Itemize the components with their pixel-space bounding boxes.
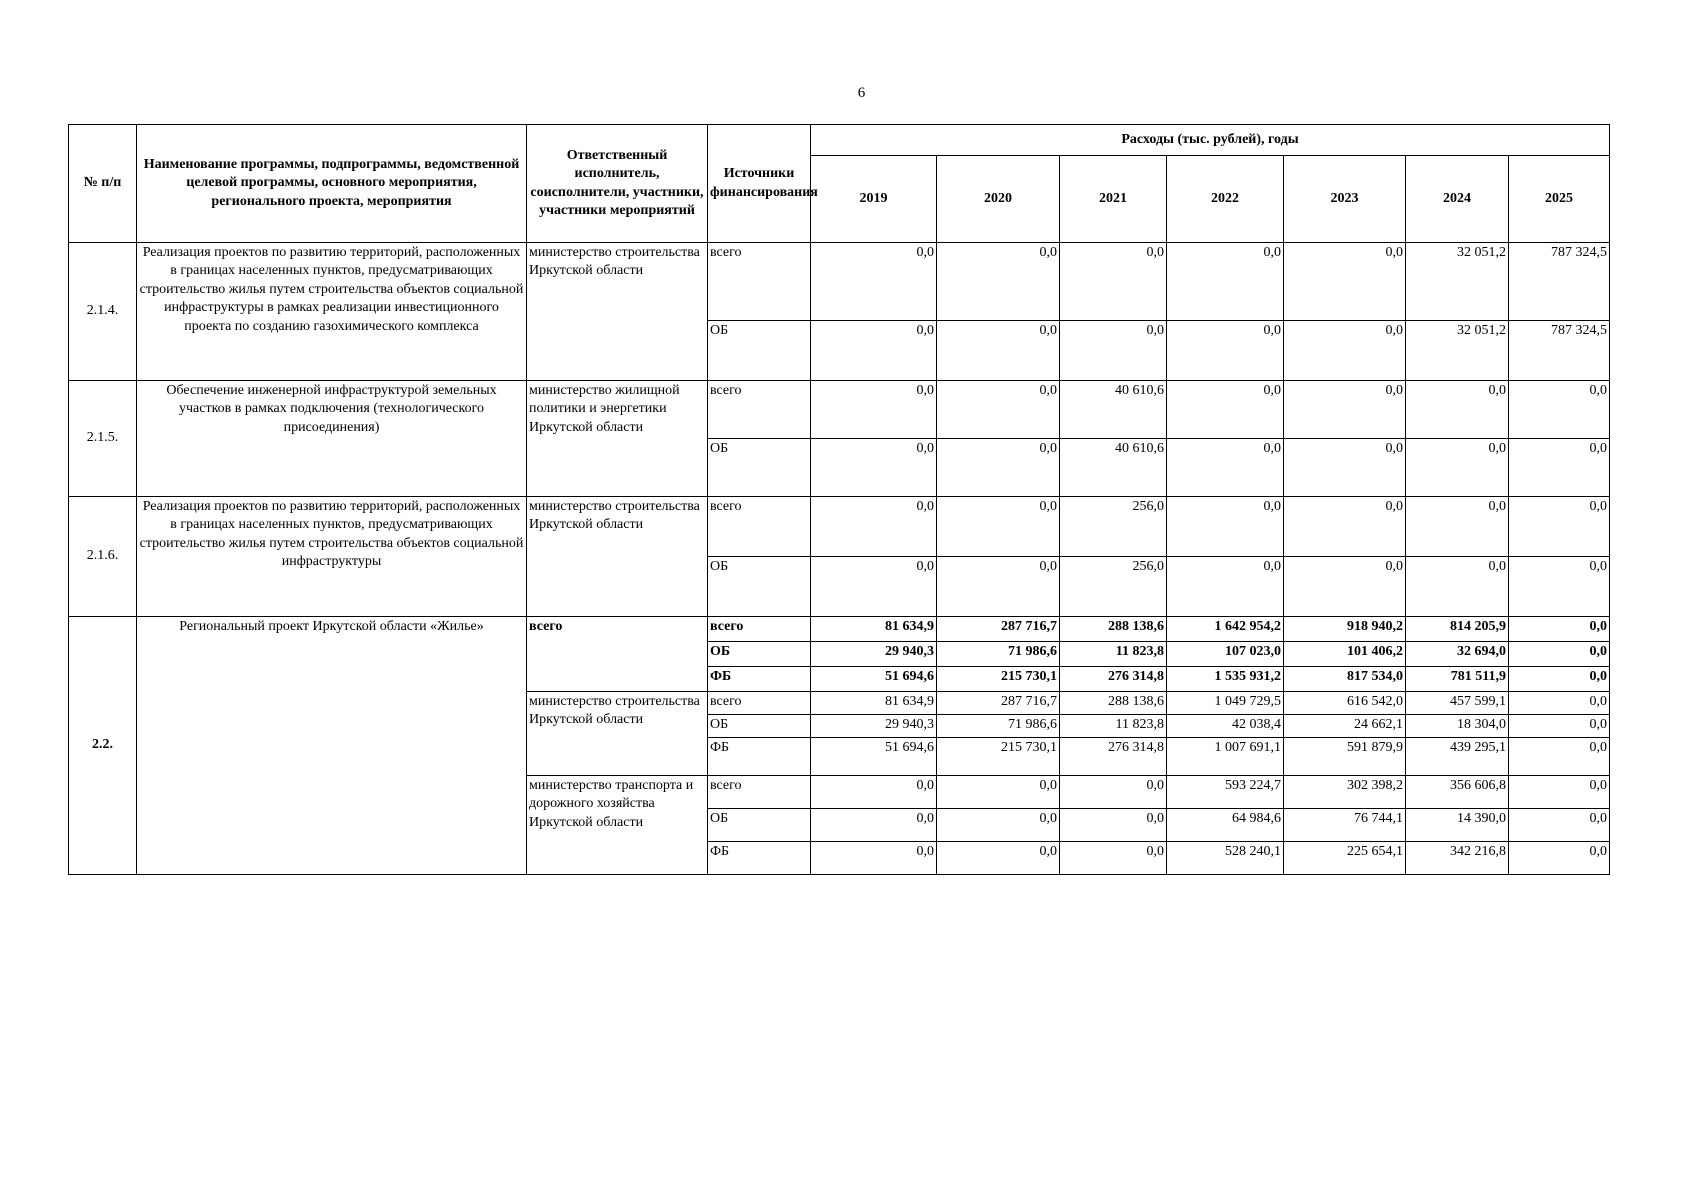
expense-value: 0,0 [1509, 667, 1610, 692]
expense-value: 0,0 [1060, 809, 1167, 842]
expense-value: 0,0 [1509, 617, 1610, 642]
header-year: 2020 [937, 156, 1060, 243]
expense-value: 787 324,5 [1509, 321, 1610, 381]
header-year: 2022 [1167, 156, 1284, 243]
item-executor: министерство строительства Иркутской области [527, 243, 708, 381]
expense-value: 24 662,1 [1284, 715, 1406, 738]
expense-value: 1 535 931,2 [1167, 667, 1284, 692]
item-number: 2.1.4. [69, 243, 137, 381]
expense-value: 0,0 [1167, 497, 1284, 557]
expense-value: 0,0 [811, 809, 937, 842]
expense-value: 0,0 [1167, 439, 1284, 497]
item-number: 2.1.6. [69, 497, 137, 617]
table-row [69, 381, 1610, 439]
expense-value: 0,0 [1284, 321, 1406, 381]
item-name: Реализация проектов по развитию территорий, расположенных в границах населенных пунктов, предусматривающих строительство жилья путем строительства объектов социальной инфраструктуры в рамках реализации инвестиционного проекта по созданию газохимического комплекса [137, 243, 527, 381]
funding-source: всего [708, 243, 811, 321]
table-row [69, 617, 1610, 642]
expense-value: 32 051,2 [1406, 243, 1509, 321]
expense-value: 256,0 [1060, 557, 1167, 617]
header-year: 2019 [811, 156, 937, 243]
expense-value: 0,0 [811, 381, 937, 439]
expense-value: 0,0 [1509, 738, 1610, 776]
funding-source: всего [708, 497, 811, 557]
expense-value: 0,0 [937, 497, 1060, 557]
expense-value: 593 224,7 [1167, 776, 1284, 809]
expense-value: 0,0 [1060, 842, 1167, 875]
item-executor: министерство строительства Иркутской области [527, 497, 708, 617]
header-name: Наименование программы, подпрограммы, ведомственной целевой программы, основного мероприятия, регионального проекта, мероприятия [137, 125, 527, 243]
expense-value: 0,0 [1060, 321, 1167, 381]
expense-value: 215 730,1 [937, 667, 1060, 692]
expense-value: 18 304,0 [1406, 715, 1509, 738]
expense-value: 101 406,2 [1284, 642, 1406, 667]
expense-value: 81 634,9 [811, 617, 937, 642]
expense-value: 32 694,0 [1406, 642, 1509, 667]
expense-value: 0,0 [811, 321, 937, 381]
expense-value: 64 984,6 [1167, 809, 1284, 842]
expense-value: 0,0 [1509, 692, 1610, 715]
funding-source: ФБ [708, 667, 811, 692]
expense-value: 76 744,1 [1284, 809, 1406, 842]
header-costs: Расходы (тыс. рублей), годы [811, 125, 1610, 156]
funding-source: ОБ [708, 809, 811, 842]
expense-value: 918 940,2 [1284, 617, 1406, 642]
expense-value: 0,0 [937, 439, 1060, 497]
group-executor: министерство строительства Иркутской области [527, 692, 708, 776]
expense-value: 439 295,1 [1406, 738, 1509, 776]
expense-value: 0,0 [1060, 243, 1167, 321]
expense-value: 40 610,6 [1060, 439, 1167, 497]
item-executor: министерство жилищной политики и энергетики Иркутской области [527, 381, 708, 497]
expense-value: 0,0 [1284, 381, 1406, 439]
expense-value: 0,0 [1509, 439, 1610, 497]
expense-value: 0,0 [1167, 243, 1284, 321]
expense-value: 0,0 [1406, 439, 1509, 497]
item-number: 2.1.5. [69, 381, 137, 497]
expense-value: 276 314,8 [1060, 738, 1167, 776]
table-row [69, 497, 1610, 557]
expense-value: 302 398,2 [1284, 776, 1406, 809]
expense-value: 591 879,9 [1284, 738, 1406, 776]
expense-value: 287 716,7 [937, 692, 1060, 715]
expense-value: 40 610,6 [1060, 381, 1167, 439]
expense-value: 0,0 [1509, 497, 1610, 557]
item-name: Реализация проектов по развитию территорий, расположенных в границах населенных пунктов, предусматривающих строительство жилья путем строительства объектов социальной инфраструктуры [137, 497, 527, 617]
funding-source: ФБ [708, 738, 811, 776]
table-row [69, 243, 1610, 321]
table-body [69, 243, 1610, 875]
budget-table [68, 124, 1610, 875]
expense-value: 81 634,9 [811, 692, 937, 715]
expense-value: 107 023,0 [1167, 642, 1284, 667]
expense-value: 71 986,6 [937, 642, 1060, 667]
expense-value: 71 986,6 [937, 715, 1060, 738]
header-year: 2021 [1060, 156, 1167, 243]
expense-value: 42 038,4 [1167, 715, 1284, 738]
expense-value: 0,0 [1406, 497, 1509, 557]
project-name: Региональный проект Иркутской области «Жилье» [137, 617, 527, 875]
header-year: 2024 [1406, 156, 1509, 243]
expense-value: 787 324,5 [1509, 243, 1610, 321]
funding-source: ОБ [708, 715, 811, 738]
expense-value: 342 216,8 [1406, 842, 1509, 875]
expense-value: 0,0 [937, 776, 1060, 809]
expense-value: 0,0 [937, 321, 1060, 381]
expense-value: 0,0 [1284, 439, 1406, 497]
group-executor: всего [527, 617, 708, 692]
expense-value: 781 511,9 [1406, 667, 1509, 692]
expense-value: 0,0 [937, 381, 1060, 439]
expense-value: 0,0 [937, 557, 1060, 617]
expense-value: 0,0 [1060, 776, 1167, 809]
expense-value: 814 205,9 [1406, 617, 1509, 642]
expense-value: 0,0 [1284, 557, 1406, 617]
expense-value: 0,0 [1509, 842, 1610, 875]
expense-value: 288 138,6 [1060, 617, 1167, 642]
expense-value: 14 390,0 [1406, 809, 1509, 842]
funding-source: всего [708, 776, 811, 809]
expense-value: 0,0 [1509, 557, 1610, 617]
expense-value: 256,0 [1060, 497, 1167, 557]
header-num: № п/п [69, 125, 137, 243]
expense-value: 817 534,0 [1284, 667, 1406, 692]
expense-value: 51 694,6 [811, 667, 937, 692]
expense-value: 215 730,1 [937, 738, 1060, 776]
expense-value: 29 940,3 [811, 715, 937, 738]
expense-value: 1 007 691,1 [1167, 738, 1284, 776]
expense-value: 528 240,1 [1167, 842, 1284, 875]
funding-source: ФБ [708, 842, 811, 875]
header-source: Источники финансирования [708, 125, 811, 243]
funding-source: всего [708, 617, 811, 642]
funding-source: ОБ [708, 439, 811, 497]
group-executor: министерство транспорта и дорожного хозяйства Иркутской области [527, 776, 708, 875]
expense-value: 288 138,6 [1060, 692, 1167, 715]
expense-value: 32 051,2 [1406, 321, 1509, 381]
expense-value: 11 823,8 [1060, 715, 1167, 738]
expense-value: 0,0 [1167, 321, 1284, 381]
expense-value: 0,0 [1509, 715, 1610, 738]
funding-source: всего [708, 692, 811, 715]
expense-value: 29 940,3 [811, 642, 937, 667]
expense-value: 356 606,8 [1406, 776, 1509, 809]
project-number: 2.2. [69, 617, 137, 875]
funding-source: ОБ [708, 557, 811, 617]
expense-value: 457 599,1 [1406, 692, 1509, 715]
expense-value: 0,0 [811, 243, 937, 321]
expense-value: 0,0 [937, 842, 1060, 875]
expense-value: 0,0 [1509, 809, 1610, 842]
header-year: 2023 [1284, 156, 1406, 243]
expense-value: 276 314,8 [1060, 667, 1167, 692]
header-year: 2025 [1509, 156, 1610, 243]
expense-value: 51 694,6 [811, 738, 937, 776]
expense-value: 0,0 [1509, 381, 1610, 439]
expense-value: 11 823,8 [1060, 642, 1167, 667]
expense-value: 0,0 [811, 557, 937, 617]
expense-value: 0,0 [1509, 776, 1610, 809]
expense-value: 0,0 [811, 439, 937, 497]
expense-value: 0,0 [937, 243, 1060, 321]
expense-value: 0,0 [811, 776, 937, 809]
expense-value: 0,0 [1284, 497, 1406, 557]
expense-value: 0,0 [1167, 557, 1284, 617]
expense-value: 0,0 [937, 809, 1060, 842]
expense-value: 0,0 [811, 842, 937, 875]
expense-value: 0,0 [1509, 642, 1610, 667]
item-name: Обеспечение инженерной инфраструктурой земельных участков в рамках подключения (технологического присоединения) [137, 381, 527, 497]
header-executor: Ответственный исполнитель, соисполнители, участники, участники мероприятий [527, 125, 708, 243]
page-number: 6 [857, 85, 866, 101]
expense-value: 0,0 [1406, 557, 1509, 617]
funding-source: ОБ [708, 321, 811, 381]
funding-source: ОБ [708, 642, 811, 667]
expense-value: 0,0 [811, 497, 937, 557]
expense-value: 0,0 [1167, 381, 1284, 439]
expense-value: 0,0 [1406, 381, 1509, 439]
funding-source: всего [708, 381, 811, 439]
expense-value: 1 642 954,2 [1167, 617, 1284, 642]
expense-value: 616 542,0 [1284, 692, 1406, 715]
expense-value: 225 654,1 [1284, 842, 1406, 875]
expense-value: 1 049 729,5 [1167, 692, 1284, 715]
expense-value: 0,0 [1284, 243, 1406, 321]
expense-value: 287 716,7 [937, 617, 1060, 642]
